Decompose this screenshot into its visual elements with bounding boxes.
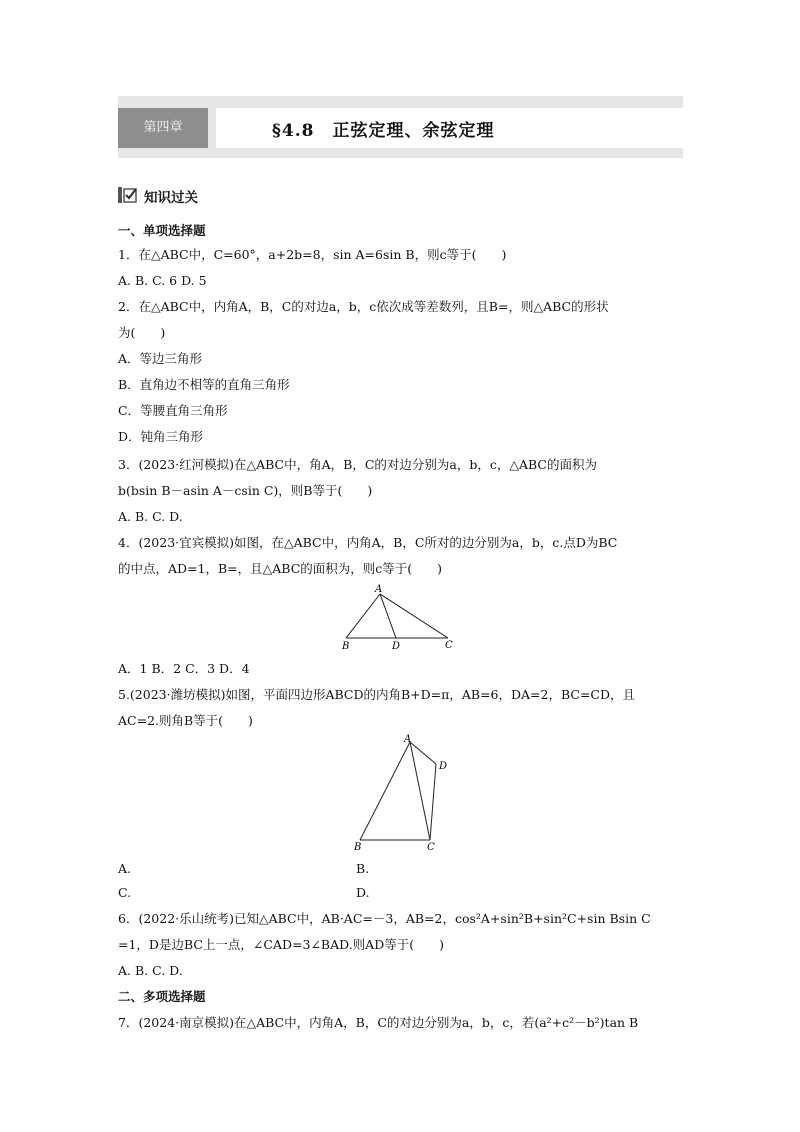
q5-quadrilateral-figure (348, 734, 458, 852)
q5-option-b: B. (356, 861, 370, 876)
q6-line2: =1，D是边BC上一点，∠CAD=3∠BAD.则AD等于( ) (118, 937, 444, 952)
q2-line2: 为( ) (118, 325, 166, 340)
q5-line1: 5.(2023·潍坊模拟)如图，平面四边形ABCD的内角B+D=π，AB=6，DA=2，BC=CD，且 (118, 687, 636, 702)
q4-triangle-figure (338, 582, 462, 652)
q4-options: A．1 B．2 C．3 D．4 (118, 661, 250, 676)
q5-label-a: A (404, 734, 412, 745)
part2-title: 二、多项选择题 (118, 989, 206, 1004)
q6-options: A. B. C. D. (118, 963, 183, 978)
chapter-tab: 第四章 (118, 108, 208, 148)
q2-line1: 2．在△ABC中，内角A，B，C的对边a，b，c依次成等差数列，且B=，则△ABC的形状 (118, 299, 609, 314)
q2-option-b: B．直角边不相等的直角三角形 (118, 377, 290, 392)
q7-line1: 7．(2024·南京模拟)在△ABC中，内角A，B，C的对边分别为a，b，c，若(a²+c²－b²)tan B (118, 1015, 639, 1030)
q5-label-c: C (427, 842, 435, 852)
q2-option-a: A．等边三角形 (118, 351, 203, 366)
q3-line2: b(bsin B－asin A－csin C)，则B等于( ) (118, 483, 373, 498)
q4-line1: 4．(2023·宜宾模拟)如图，在△ABC中，内角A，B，C所对的边分别为a，b，c.点D为BC (118, 535, 618, 550)
q3-line1: 3．(2023·红河模拟)在△ABC中，角A，B，C的对边分别为a，b，c，△ABC的面积为 (118, 457, 597, 472)
q3-options: A. B. C. D. (118, 509, 183, 524)
section-label: 知识过关 (144, 190, 198, 206)
q4-line2: 的中点，AD=1，B=，且△ABC的面积为，则c等于( ) (118, 561, 443, 576)
q5-option-a: A. (118, 861, 132, 876)
q4-label-a: A (375, 584, 383, 595)
q5-label-d: D (439, 761, 448, 772)
q1-text: 1．在△ABC中，C=60°，a+2b=8，sin A=6sin B，则c等于( ) (118, 247, 507, 262)
q6-line1: 6．(2022·乐山统考)已知△ABC中，AB·AC=－3，AB=2，cos²A+sin²B+sin²C+sin Bsin C (118, 911, 651, 926)
part1-title: 一、单项选择题 (118, 223, 206, 238)
q5-option-d: D. (356, 885, 370, 900)
section-title: §4.8 正弦定理、余弦定理 (272, 121, 495, 141)
q4-label-d: D (392, 641, 401, 652)
q5-line2: AC=2.则角B等于( ) (118, 713, 253, 728)
q5-label-b: B (354, 842, 362, 852)
checklist-icon (118, 186, 138, 204)
q2-option-d: D．钝角三角形 (118, 429, 204, 444)
q5-option-c: C. (118, 885, 132, 900)
q4-label-c: C (445, 640, 453, 651)
q4-label-b: B (342, 641, 350, 652)
q1-options: A. B. C. 6 D. 5 (118, 273, 207, 288)
q2-option-c: C．等腰直角三角形 (118, 403, 228, 418)
